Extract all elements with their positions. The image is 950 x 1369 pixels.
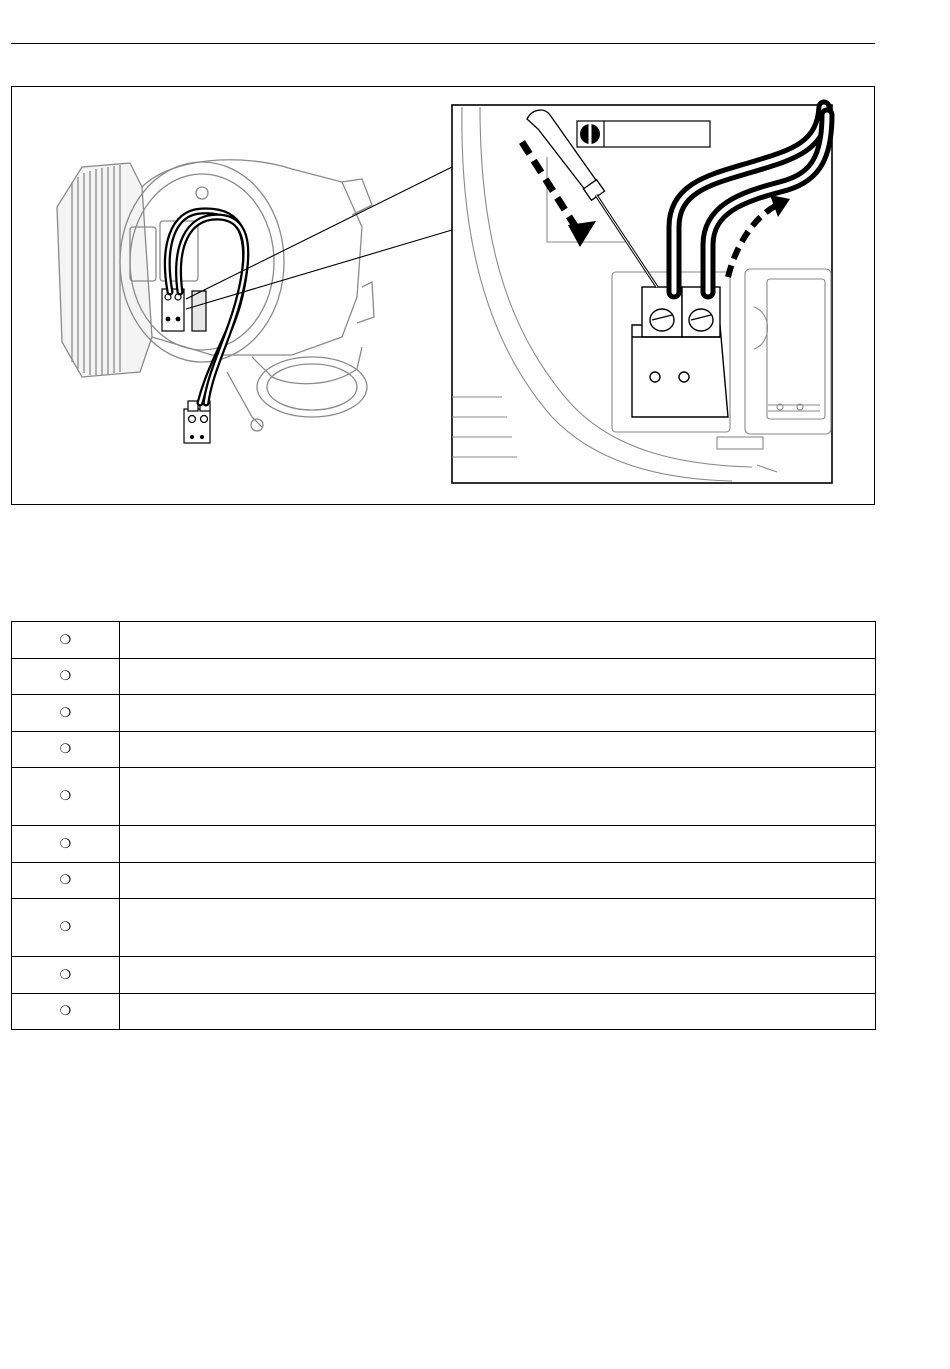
checklist-row bbox=[12, 659, 876, 695]
checklist-row bbox=[12, 732, 876, 768]
checklist-row bbox=[12, 695, 876, 732]
checklist-item-text bbox=[120, 957, 876, 994]
checklist-item-text bbox=[120, 899, 876, 957]
checklist-row bbox=[12, 768, 876, 826]
checkbox-icon: ❍ bbox=[12, 768, 120, 826]
checklist-row bbox=[12, 863, 876, 899]
checkbox-icon: ❍ bbox=[12, 863, 120, 899]
checklist-row bbox=[12, 957, 876, 994]
wiring-illustration bbox=[12, 87, 874, 504]
checkbox-icon: ❍ bbox=[12, 994, 120, 1030]
wiring-figure bbox=[11, 86, 875, 505]
checklist-item-text bbox=[120, 659, 876, 695]
header-rule bbox=[11, 43, 875, 44]
zoom-line-top bbox=[186, 167, 452, 299]
checklist-item-text bbox=[120, 732, 876, 768]
checklist-row bbox=[12, 899, 876, 957]
overview-loose-terminal bbox=[184, 401, 210, 443]
detail-terminal-block bbox=[632, 287, 728, 417]
checkbox-icon: ❍ bbox=[12, 659, 120, 695]
transmitter-housing bbox=[57, 160, 374, 431]
checklist-item-text bbox=[120, 695, 876, 732]
checklist-item-text bbox=[120, 863, 876, 899]
overview-terminal-block bbox=[162, 289, 206, 331]
checkbox-icon: ❍ bbox=[12, 957, 120, 994]
checklist-row bbox=[12, 622, 876, 659]
checkbox-icon: ❍ bbox=[12, 695, 120, 732]
checklist-item-text bbox=[120, 768, 876, 826]
checkbox-icon: ❍ bbox=[12, 732, 120, 768]
checklist-table bbox=[11, 621, 876, 1030]
detail-inset bbox=[452, 105, 832, 483]
checklist-item-text bbox=[120, 994, 876, 1030]
checklist-row bbox=[12, 826, 876, 863]
zoom-line-bottom bbox=[186, 230, 452, 309]
slotted-screwdriver-icon bbox=[577, 121, 710, 147]
checklist-row bbox=[12, 994, 876, 1030]
checklist-item-text bbox=[120, 622, 876, 659]
checklist-item-text bbox=[120, 826, 876, 863]
checkbox-icon: ❍ bbox=[12, 622, 120, 659]
checkbox-icon: ❍ bbox=[12, 826, 120, 863]
checkbox-icon: ❍ bbox=[12, 899, 120, 957]
